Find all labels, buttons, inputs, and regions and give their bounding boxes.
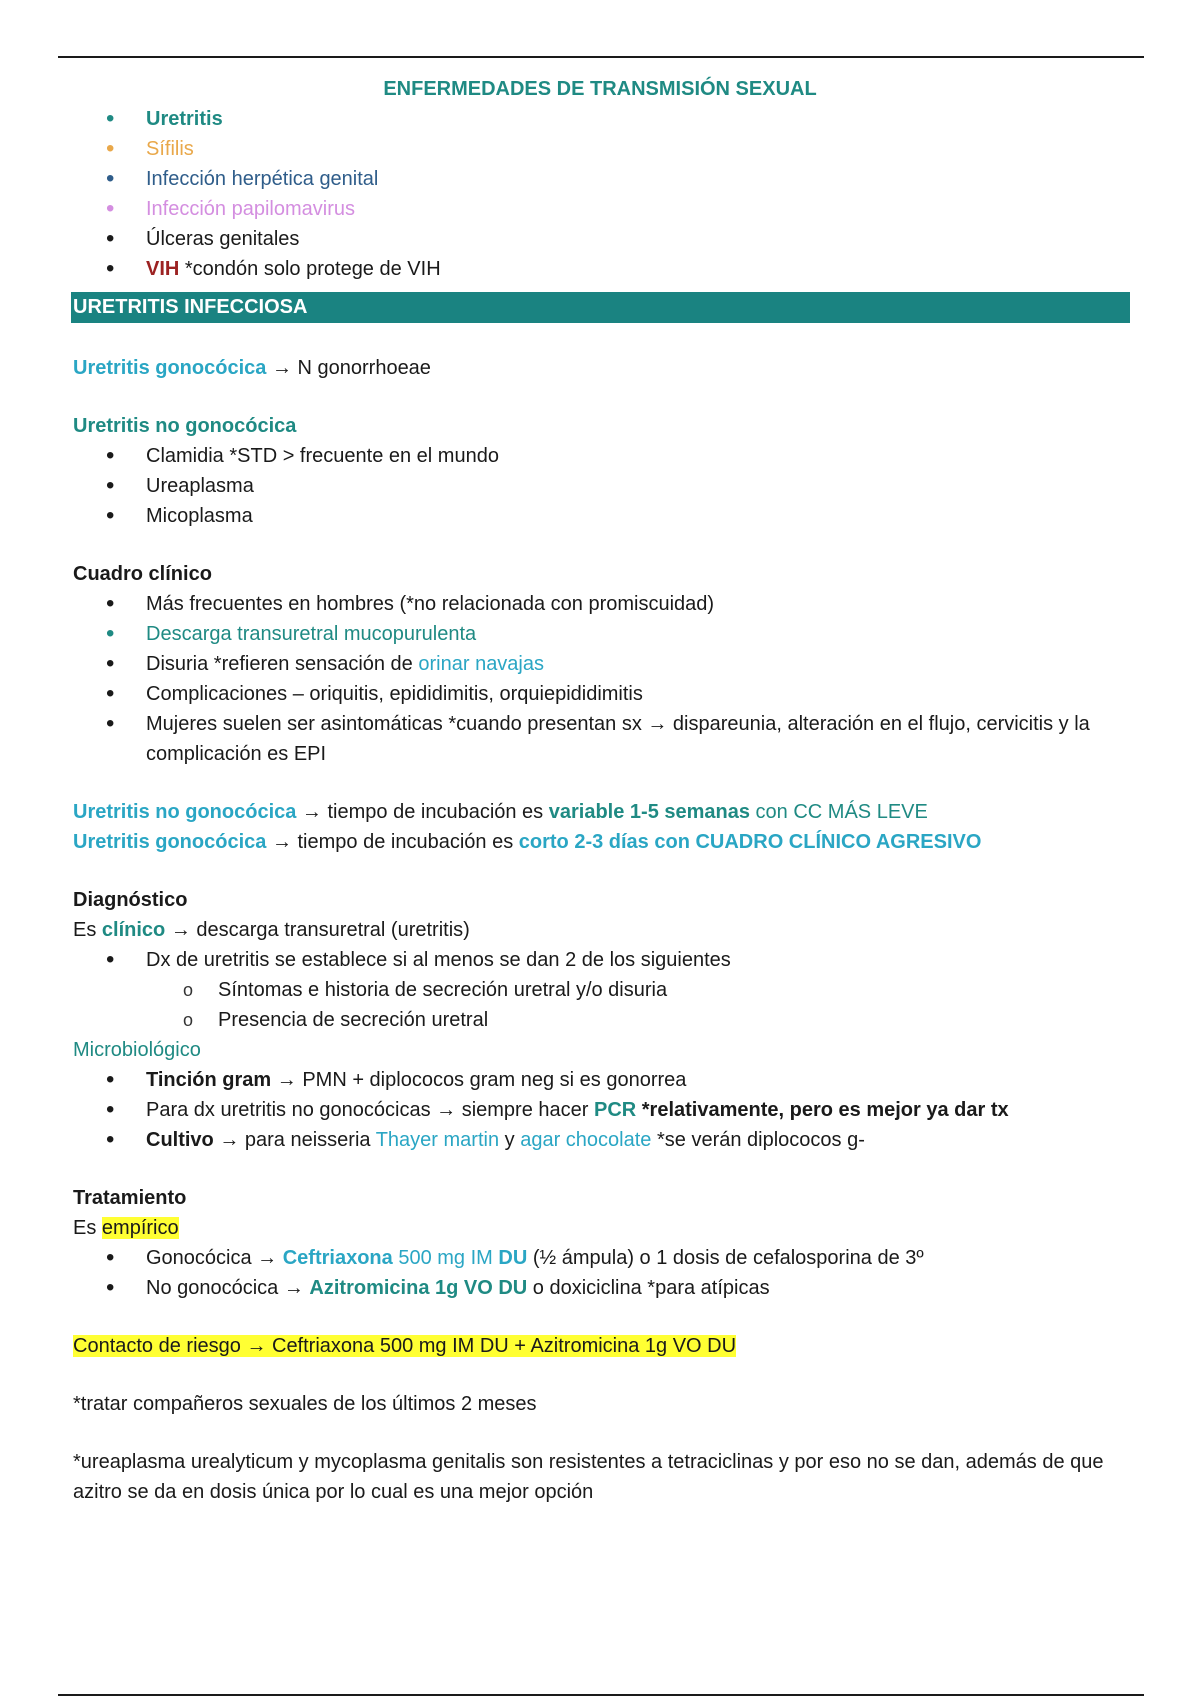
dx-heading: Diagnóstico xyxy=(73,889,188,911)
topics-list xyxy=(73,104,1133,284)
tincion-text: PMN + diplococos gram neg si es gonorrea xyxy=(296,1069,687,1091)
topic-ulceras: Úlceras genitales xyxy=(146,228,300,250)
cultivo-y: y xyxy=(499,1129,521,1151)
tx-empirico-line xyxy=(73,1213,1133,1243)
list-item xyxy=(73,1125,1133,1155)
gono-tx-label: Gonocócica → xyxy=(146,1247,283,1269)
tincion-gram: Tinción gram → xyxy=(146,1069,297,1091)
topic-uretritis: Uretritis xyxy=(146,108,223,130)
incub-line-2 xyxy=(73,827,1133,857)
dx-clinico: clínico xyxy=(101,919,166,941)
list-item xyxy=(73,134,1133,164)
list-item xyxy=(73,649,1133,679)
topic-vih: VIH xyxy=(146,258,180,280)
list-item: o Síntomas e historia de secreción uretral y/o disuria xyxy=(73,975,1133,1005)
pcr-note: *relativamente, pero es mejor ya dar tx xyxy=(636,1099,1009,1121)
bottom-rule xyxy=(58,1694,1144,1696)
contacto-riesgo: Contacto de riesgo → Ceftriaxona 500 mg IM DU + Azitromicina 1g VO DU xyxy=(73,1335,737,1357)
orinar-navajas: orinar navajas xyxy=(418,653,544,675)
tx-empirico: empírico xyxy=(101,1217,179,1239)
list-item: • Dx de uretritis se establece si al menos se dan 2 de los siguientes xyxy=(73,945,1133,975)
gono-tx-alt: (½ ámpula) o 1 dosis de cefalosporina de 3º xyxy=(527,1247,924,1269)
incub-label-1: Uretritis no gonocócica xyxy=(73,801,297,823)
document-page xyxy=(73,74,1133,1507)
gono-line xyxy=(73,353,1133,383)
section-header-bar: URETRITIS INFECCIOSA xyxy=(71,292,1130,323)
dx-es: Es xyxy=(73,919,102,941)
cuadro-list xyxy=(73,589,1133,769)
list-item xyxy=(73,164,1133,194)
agar-chocolate: agar chocolate xyxy=(520,1129,652,1151)
list-item: • Ureaplasma xyxy=(73,471,1133,501)
cuadro-heading: Cuadro clínico xyxy=(73,563,212,585)
incub-range-2: corto 2-3 días con CUADRO CLÍNICO AGRESIVO xyxy=(518,831,982,853)
list-item: • Más frecuentes en hombres (*no relacionada con promiscuidad) xyxy=(73,589,1133,619)
no-gono-tx-label: No gonocócica → xyxy=(146,1277,310,1299)
ceftriaxona-dose: 500 mg IM xyxy=(392,1247,499,1269)
incub-range-1: variable 1-5 semanas xyxy=(548,801,750,823)
list-item: • Complicaciones – oriquitis, epididimitis, orquiepididimitis xyxy=(73,679,1133,709)
dx-list xyxy=(73,945,1133,1035)
pcr-label: PCR xyxy=(593,1099,637,1121)
topic-papilomavirus: Infección papilomavirus xyxy=(146,198,355,220)
gono-label: Uretritis gonocócica xyxy=(73,357,267,379)
contacto-line xyxy=(73,1331,1133,1361)
incub-line-1 xyxy=(73,797,1133,827)
list-item: • Descarga transuretral mucopurulenta xyxy=(73,619,1133,649)
ceftriaxona: Ceftriaxona xyxy=(282,1247,393,1269)
list-item xyxy=(73,194,1133,224)
list-item: o Presencia de secreción uretral xyxy=(73,1005,1133,1035)
ceftriaxona-du: DU xyxy=(498,1247,528,1269)
list-item xyxy=(73,1065,1133,1095)
thayer-martin: Thayer martin xyxy=(375,1129,500,1151)
list-item: • Mujeres suelen ser asintomáticas *cuando presentan sx → dispareunia, alteración en el flujo, cervicitis y la complicación es EPI xyxy=(73,709,1133,769)
tx-list xyxy=(73,1243,1133,1303)
top-rule xyxy=(58,56,1144,58)
no-gono-heading: Uretritis no gonocócica xyxy=(73,415,297,437)
incub-text-2: → tiempo de incubación es xyxy=(266,831,519,853)
no-gono-tx-alt: o doxiciclina *para atípicas xyxy=(527,1277,770,1299)
list-item xyxy=(73,254,1133,284)
list-item xyxy=(73,104,1133,134)
dx-clinico-line xyxy=(73,915,1133,945)
incub-note-1: con CC MÁS LEVE xyxy=(750,801,928,823)
list-item xyxy=(73,1243,1133,1273)
list-item: • Clamidia *STD > frecuente en el mundo xyxy=(73,441,1133,471)
list-item xyxy=(73,1095,1133,1125)
list-item xyxy=(73,1273,1133,1303)
list-item: • Micoplasma xyxy=(73,501,1133,531)
topic-herpes: Infección herpética genital xyxy=(146,168,379,190)
azitromicina: Azitromicina 1g VO DU xyxy=(309,1277,528,1299)
cultivo-note: *se verán diplococos g- xyxy=(651,1129,865,1151)
topic-sifilis: Sífilis xyxy=(146,138,194,160)
incub-text-1: → tiempo de incubación es xyxy=(296,801,549,823)
disuria-text: Disuria *refieren sensación de xyxy=(146,653,419,675)
dx-descarga: → descarga transuretral (uretritis) xyxy=(165,919,470,941)
pcr-text: Para dx uretritis no gonocócicas → siempre hacer xyxy=(146,1099,594,1121)
note-companeros: *tratar compañeros sexuales de los últimos 2 meses xyxy=(73,1393,537,1415)
list-item xyxy=(73,224,1133,254)
micro-heading: Microbiológico xyxy=(73,1039,201,1061)
topic-vih-note: *condón solo protege de VIH xyxy=(179,258,441,280)
cultivo-text: → para neisseria xyxy=(213,1129,376,1151)
page-title: ENFERMEDADES DE TRANSMISIÓN SEXUAL xyxy=(383,78,817,100)
no-gono-list xyxy=(73,441,1133,531)
cultivo-label: Cultivo xyxy=(146,1129,214,1151)
incub-label-2: Uretritis gonocócica xyxy=(73,831,267,853)
tx-es: Es xyxy=(73,1217,102,1239)
note-ureaplasma: *ureaplasma urealyticum y mycoplasma genitalis son resistentes a tetraciclinas y por eso no se dan, además de que azitro se da en dosis única por lo cual es una mejor opción xyxy=(73,1451,1104,1503)
gono-agent: → N gonorrhoeae xyxy=(266,357,431,379)
micro-list xyxy=(73,1065,1133,1155)
tx-heading: Tratamiento xyxy=(73,1187,187,1209)
